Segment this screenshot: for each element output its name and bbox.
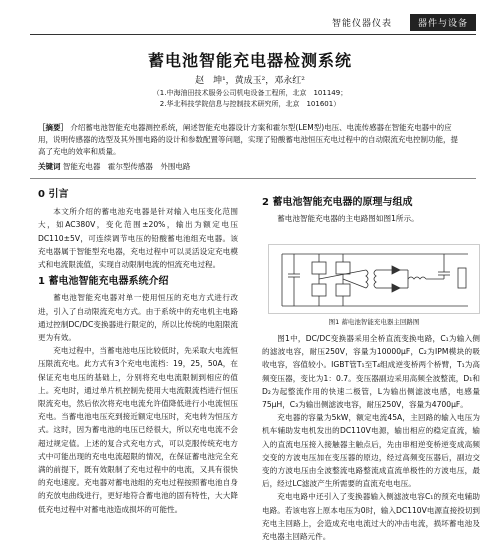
right-column-top xyxy=(262,196,480,225)
paper-title: 蓄电池智能充电器检测系统 xyxy=(147,51,352,70)
affiliation-2: 2.华北科技学院信息与控制技术研究所，北京 101601） xyxy=(159,100,341,108)
section-2-paragraph-3: 充电电路中还引入了变换器输入侧滤波电容C₁的预充电辅助电路。若该电容上原本电压为0时，输入DC110V电源直接投切到充电主回路上，会造成充电电流过大的冲击电流，损坏蓄电池及充电器主回路元件。 xyxy=(262,492,480,542)
abstract-label: ［摘要］ xyxy=(38,123,68,132)
paper-authors: 赵 坤¹，黄成玉²，邓永红² xyxy=(195,76,305,86)
affiliation-1: （1.中海油田技术服务公司机电设备工程所，北京 101149； xyxy=(152,89,348,97)
header-rule xyxy=(30,34,476,35)
section-2-paragraph-1: 图1中，DC/DC变换器采用全桥直流变换电路，C₁为输入侧的滤波电容，耐压250V，容量为10000μF，C₂为IPM模块的吸收电容，容值较小。IGBT管T₁至T₄组成逆变桥两个桥臂，T₁为高频变压器，变比为1：0.7。变压器副边采用高频全波整流，D₁和D₂为起整流作用的快速二极管，L为输出侧滤波电感，电感量75μH，C₃为输出侧滤波电容，耐压250V，容量为4700μF。 xyxy=(262,334,480,410)
section-divider xyxy=(30,178,476,179)
section-1-heading: 1 蓄电池智能充电器系统介绍 xyxy=(38,276,169,288)
section-0-paragraph: 本文所介绍的蓄电池充电器是针对输入电压变化范围大，如AC380V，变化范围±20%，输出为额定电压DC110±5V，可连续调节电压的铅酸蓄电池组充电器。该充电器属于智能型充电器，充电过程中可以灵活设定充电模式和电流限流值，实现自动限制电流的恒流充电过程。 xyxy=(38,207,238,270)
section-1-paragraph-2: 充电过程中，当蓄电池电压比较低时，先采取大电流恒压限流充电。此方式有3个充电电流档：19，25，50A，在保证充电电压的基础上，分别将充电电流限制到相应的值上。充电时，通过单片机控制先使用大电流限流档进行恒压限流充电，然后依次将充电电流允许值降低进行小电流恒压充电。当蓄电池电压充到接近额定电压时，充电转为恒压方式。这时，因为蓄电池的电压已经很大，所以充电电流不会超过规定值。上述的复合式充电方式，可以克服传统充电方式中可能出现的充电电流超限的情况，在保证蓄电池完全充满的前提下，既有效限制了充电过程中的电流，又具有很快的充电速度。充电器对蓄电池组的充电过程按照蓄电池自身的充放电曲线进行，更好地符合蓄电池的固有特性，大大降低充电过程中对蓄电池造成损坏的可能性。 xyxy=(38,346,238,514)
abstract xyxy=(38,122,462,158)
section-1-paragraph-1: 蓄电池智能充电器对单一使用恒压的充电方式进行改进，引入了自动限流充电方式。由于系统中的充电机主电路通过控制DC/DC变换器进行限定的，所以比传统的电阻限流更为有效。 xyxy=(38,293,238,343)
keywords-label: 关键词 xyxy=(38,162,61,171)
running-header xyxy=(0,12,500,34)
section-2-paragraph-2: 充电器的容量为5kW，额定电流45A，主回路的输入电压为机车辅助发电机发出的DC110V电源，输出相应的稳定直流，输入的直流电压接入接触器主触点后，先由串相逆变桥逆变成高频交变的方波电压加在变压器的原边，经过高频变压器后，副边交变的方波电压由全波整流电路整流成直流单极性的方波电压，最后，经过LC滤波产生所需要的直流充电电压。 xyxy=(262,413,480,489)
figure-caption: 图1 蓄电池智能充电器主回路图 xyxy=(328,318,420,326)
journal-name: 智能仪器仪表 xyxy=(331,19,392,29)
keywords-text: 智能充电器 霍尔型传感器 外围电路 xyxy=(62,162,191,171)
section-2-intro: 蓄电池智能充电器的主电路图如图1所示。 xyxy=(277,214,419,224)
keywords xyxy=(38,161,462,173)
circuit-diagram xyxy=(268,244,480,314)
abstract-text: 介绍蓄电池智能充电器测控系统，阐述智能充电器设计方案和霍尔型(LEM型)电压、电流传感器在智能充电器中的应用，说明传感器的选型及其外围电路的设计和参数配置等问题，实现了铅酸蓄电池恒压充电过程中的自动限流充电控制功能，提高了充电的效率和质量。 xyxy=(38,123,458,156)
left-column xyxy=(38,188,238,516)
right-column-body xyxy=(262,332,480,543)
section-tag: 器件与设备 xyxy=(410,14,476,31)
section-0-heading: 0 引言 xyxy=(38,189,69,200)
section-2-heading: 2 蓄电池智能充电器的原理与组成 xyxy=(262,197,413,208)
